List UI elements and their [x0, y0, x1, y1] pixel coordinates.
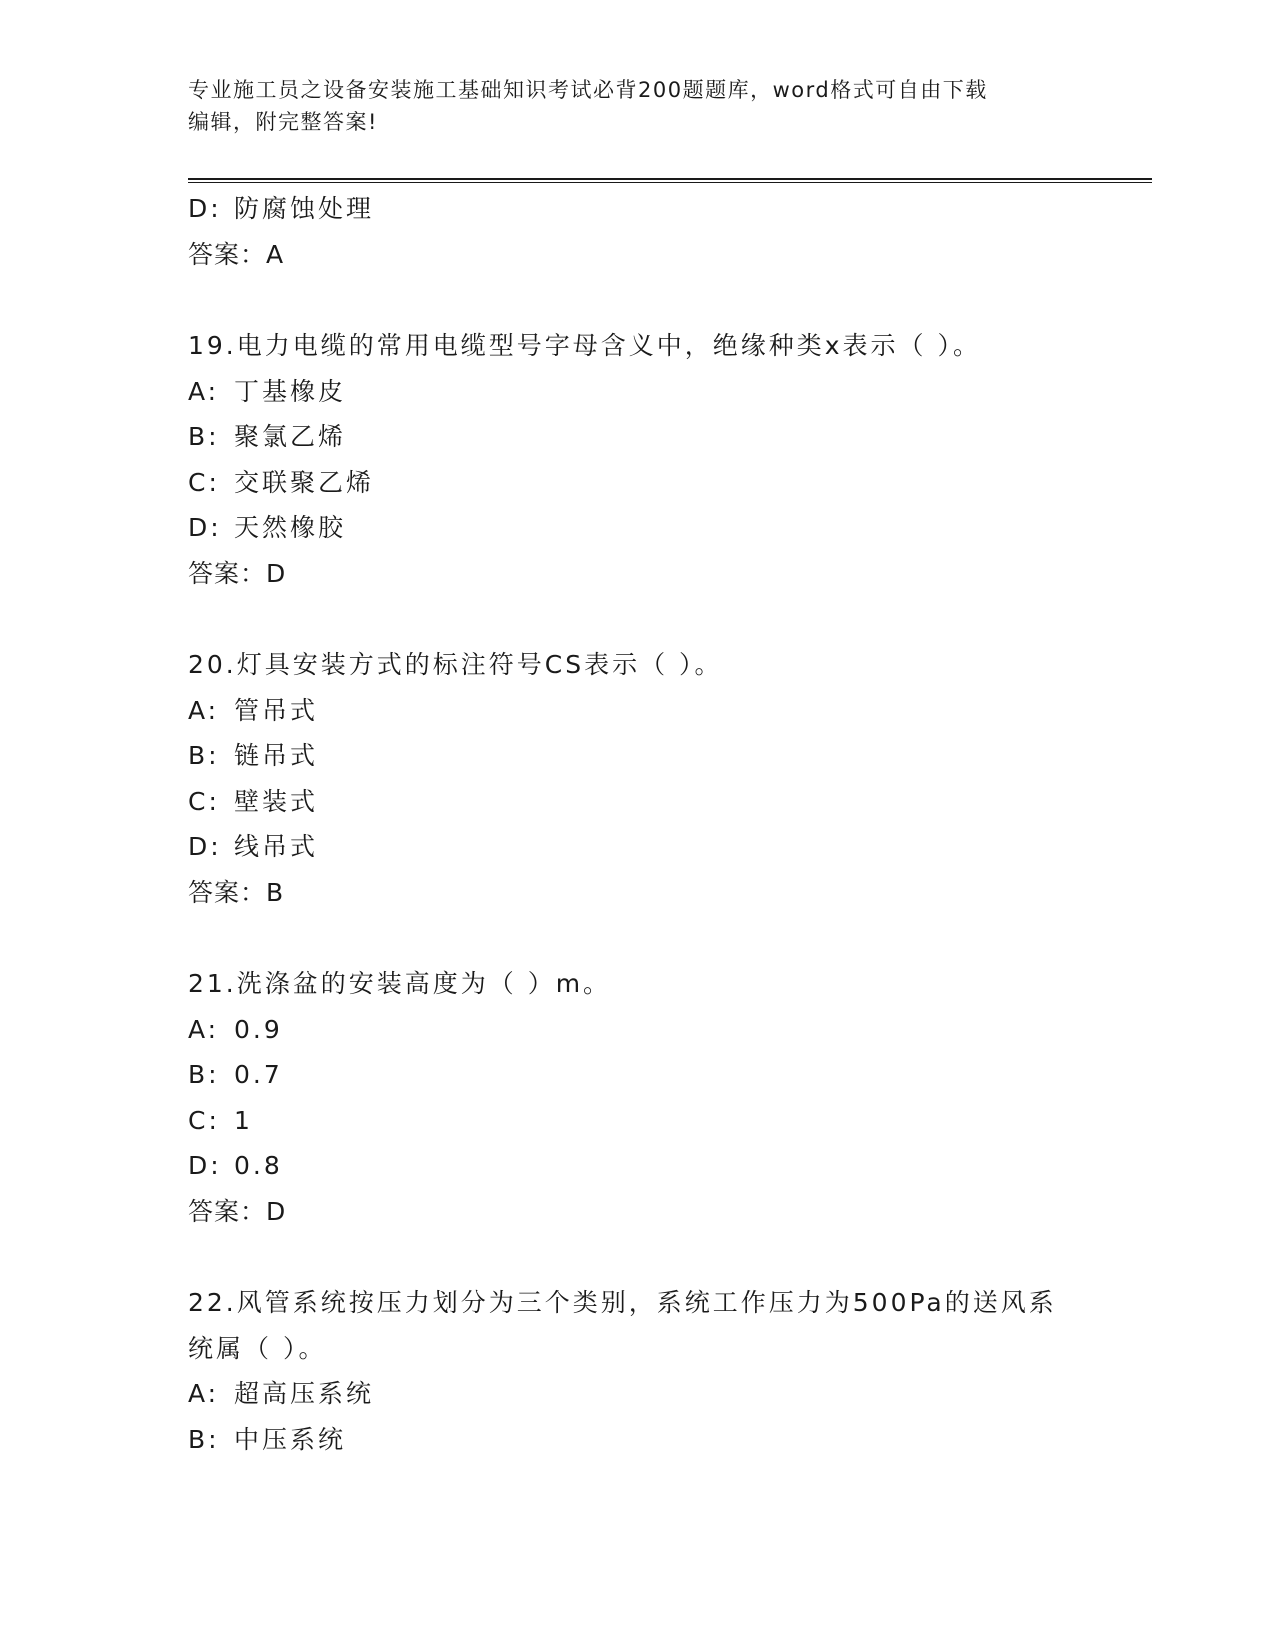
header-divider-thick [188, 178, 1152, 180]
q22-text-line-1: 22.风管系统按压力划分为三个类别，系统工作压力为500Pa的送风系 [188, 1288, 1057, 1317]
q18-answer [188, 232, 1148, 278]
option-key: D: [188, 1151, 222, 1180]
q20-text: 20.灯具安装方式的标注符号CS表示（ ）。 [188, 650, 723, 679]
option-text: 线吊式 [234, 832, 319, 861]
option-text: 0.7 [234, 1060, 283, 1089]
option-text: 链吊式 [234, 741, 319, 770]
option-key: C: [188, 467, 220, 497]
option-key: A: [188, 376, 220, 406]
option-key: C: [188, 786, 220, 816]
option-key: D: [188, 832, 222, 861]
q22-text-line-2: 统属（ ）。 [188, 1333, 327, 1363]
option-key: B: [188, 1060, 220, 1089]
q20-option-a [188, 688, 1148, 734]
q21-option-c [188, 1098, 1148, 1144]
option-text: 管吊式 [234, 695, 319, 725]
q20-option-d [188, 824, 1148, 870]
option-key: A: [188, 1014, 220, 1044]
option-text: 交联聚乙烯 [234, 467, 375, 497]
option-text: 天然橡胶 [234, 513, 347, 542]
option-text: 0.9 [234, 1014, 283, 1044]
q21-answer [188, 1189, 1148, 1235]
option-key: C: [188, 1105, 220, 1135]
option-text: 丁基橡皮 [234, 376, 347, 406]
q22-option-a [188, 1371, 1148, 1417]
q19-option-c [188, 460, 1148, 506]
answer-value: A [266, 239, 285, 269]
q19-text: 19.电力电缆的常用电缆型号字母含义中，绝缘种类x表示（ ）。 [188, 331, 982, 360]
option-key: B: [188, 741, 220, 770]
q19-option-b [188, 414, 1148, 460]
option-text: 聚氯乙烯 [234, 422, 347, 451]
q21-option-a [188, 1007, 1148, 1053]
option-text: 中压系统 [234, 1424, 347, 1454]
q20-option-b [188, 733, 1148, 779]
option-key: D: [188, 194, 222, 223]
q20-option-c [188, 779, 1148, 825]
q19-answer [188, 551, 1148, 597]
answer-value: B [266, 877, 285, 907]
option-text: 0.8 [234, 1151, 283, 1180]
header-title-line-1: 专业施工员之设备安装施工基础知识考试必背200题题库，word格式可自由下载 [188, 78, 988, 102]
option-text: 防腐蚀处理 [234, 194, 375, 223]
q22-option-b [188, 1417, 1148, 1463]
answer-label: 答案： [188, 1196, 267, 1226]
answer-label: 答案： [188, 877, 267, 907]
option-key: D: [188, 513, 222, 542]
q21-option-b [188, 1052, 1148, 1098]
q19-option-d [188, 505, 1148, 551]
answer-label: 答案： [188, 558, 267, 588]
header-divider-thin [188, 182, 1152, 183]
q19-option-a [188, 369, 1148, 415]
page-header [188, 74, 1088, 138]
option-key: A: [188, 1379, 220, 1408]
option-text: 1 [234, 1105, 253, 1135]
q20-answer [188, 870, 1148, 916]
answer-label: 答案： [188, 239, 267, 269]
header-title-line-2: 编辑，附完整答案! [188, 110, 378, 134]
option-text: 壁装式 [234, 786, 319, 816]
question-list [188, 186, 1148, 1462]
answer-value: D [266, 558, 287, 588]
option-key: B: [188, 422, 220, 451]
option-text: 超高压系统 [234, 1379, 375, 1408]
q21-option-d [188, 1143, 1148, 1189]
option-key: B: [188, 1424, 220, 1454]
q18-option-d [188, 186, 1148, 232]
option-key: A: [188, 695, 220, 725]
q21-text: 21.洗涤盆的安装高度为（ ）m。 [188, 969, 612, 998]
answer-value: D [266, 1196, 287, 1226]
